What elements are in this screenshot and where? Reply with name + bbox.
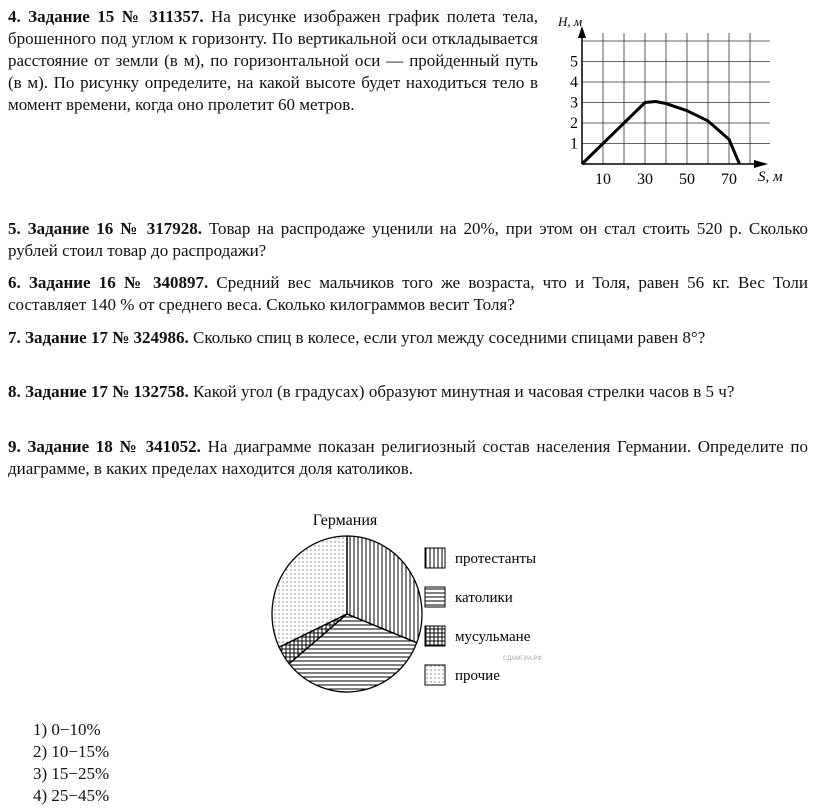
task-8-label: 8. Задание 17 № 132758. <box>8 382 189 401</box>
legend-others-swatch <box>425 665 445 685</box>
religion-pie-chart <box>265 508 560 703</box>
task-8-text: Какой угол (в градусах) образуют минутная и часовая стрелки часов в 5 ч? <box>188 382 735 401</box>
legend-catholics-swatch <box>425 587 445 607</box>
task-5-label: 5. Задание 16 № 317928. <box>8 219 202 238</box>
x-axis-label: S, м <box>758 169 783 185</box>
watermark: СДАМГИА.РФ <box>503 656 542 662</box>
y-tick-label: 3 <box>570 94 578 112</box>
task-6-label: 6. Задание 16 № 340897. <box>8 273 209 292</box>
pie-title: Германия <box>312 512 378 529</box>
flight-curve <box>582 101 740 164</box>
legend-protestants-swatch <box>425 548 445 568</box>
task-5-text: Товар на распродаже уценили на 20%, при этом он стал стоить 520 р. Сколько рублей стоил товар до распродажи? <box>8 219 809 260</box>
answer-options <box>33 719 109 807</box>
legend-muslims-label: мусульмане <box>455 629 531 645</box>
legend-others-label: прочие <box>455 668 500 684</box>
task-7-text: Сколько спиц в колесе, если угол между соседними спицами равен 8°? <box>188 328 706 347</box>
task-8 <box>8 381 808 403</box>
task-9-text: На диаграмме показан религиозный состав населения Германии. Определите по диаграмме, в каких пределах находится доля католиков. <box>8 437 808 478</box>
answer-option[interactable]: 4) 25−45% <box>33 786 110 805</box>
task-7-label: 7. Задание 17 № 324986. <box>8 328 189 347</box>
task-4-text: На рисунке изображен график полета тела, брошенного под углом к горизонту. По вертикальной оси откладывается расстояние от земли (в м), по горизонтальной оси — пройденный путь (в м). По рисунку определите, на какой высоте будет находиться тело в момент времени, когда оно пролетит 60 метров. <box>8 7 538 114</box>
task-5 <box>8 218 808 262</box>
x-tick-label: 30 <box>637 171 653 188</box>
task-9-label: 9. Задание 18 № 341052. <box>8 437 201 456</box>
x-axis-arrow <box>754 160 768 168</box>
answer-option[interactable]: 3) 15−25% <box>33 764 110 783</box>
flight-graph <box>548 8 798 188</box>
answer-option[interactable]: 2) 10−15% <box>33 742 110 761</box>
legend-protestants-label: протестанты <box>455 551 537 567</box>
task-6-text: Средний вес мальчиков того же возраста, что и Толя, равен 56 кг. Вес Толи составляет 140 % от среднего веса. Сколько килограммов весит Толя? <box>8 273 808 314</box>
task-9 <box>8 436 808 480</box>
y-tick-label: 5 <box>570 53 578 71</box>
task-6 <box>8 272 808 316</box>
task-4 <box>8 6 538 116</box>
y-tick-label: 2 <box>570 115 578 132</box>
legend-muslims-swatch <box>425 626 445 646</box>
y-axis-label: H, м <box>558 14 583 29</box>
x-tick-label: 50 <box>679 171 695 188</box>
x-tick-label: 70 <box>721 171 737 188</box>
legend-catholics-label: католики <box>455 590 513 606</box>
task-4-label: 4. Задание 15 № 311357. <box>8 7 204 26</box>
y-tick-label: 4 <box>570 74 578 91</box>
task-7 <box>8 327 808 349</box>
y-tick-label: 1 <box>570 135 578 153</box>
x-tick-label: 10 <box>595 171 611 188</box>
answer-option[interactable]: 1) 0−10% <box>33 720 101 739</box>
